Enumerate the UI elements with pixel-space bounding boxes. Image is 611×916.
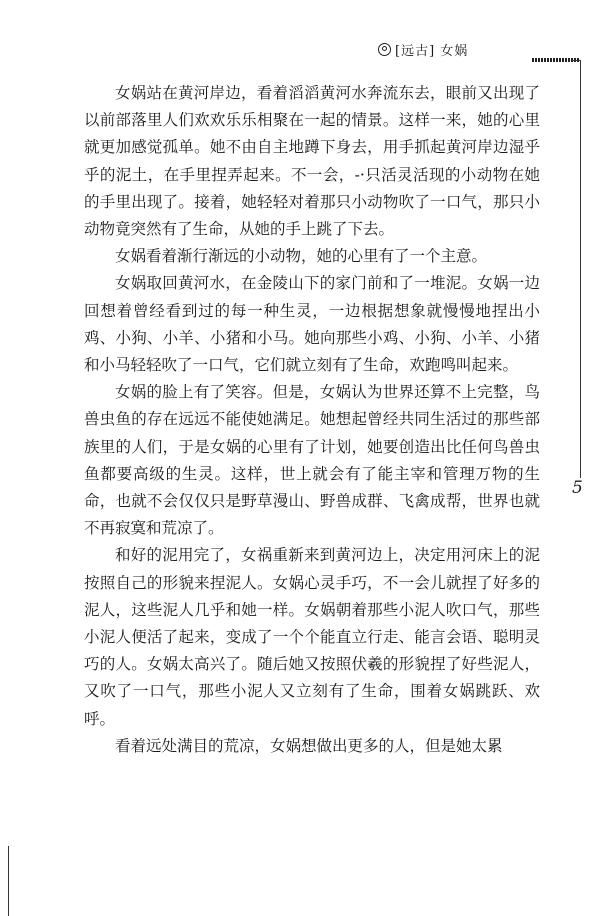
- left-page-edge: [8, 846, 9, 916]
- paragraph: 女娲的脸上有了笑容。但是，女娲认为世界还算不上完整，鸟兽虫鱼的存在远远不能使她满足。她想起曾经共同生活过的那些部族里的人们，于是女娲的心里有了计划，她要创造出比任何鸟兽虫鱼都要高级的生灵。这样，世上就会有了能主宰和管理万物的生命，也就不会仅仅只是野草漫山、野兽成群、飞禽成帮，世界也就不再寂寞和荒凉了。: [84, 383, 540, 538]
- body-text: [84, 80, 540, 760]
- paragraph: 看着远处满目的荒凉，女娲想做出更多的人，但是她太累: [115, 736, 503, 755]
- paragraph: 女娲站在黄河岸边，看着滔滔黄河水奔流东去，眼前又出现了以前部落里人们欢欢乐乐相聚在一起的情景。这样一来，她的心里就更加感觉孤单。她不由自主地蹲下身去，用手抓起黄河岸边湿乎乎的泥土，在手里捏弄起来。不一会，-·只活灵活现的小动物在她的手里出现了。接着，她轻轻对着那只小动物吹了一口气，那只小动物竟突然有了生命，从她的手上跳了下去。: [84, 84, 540, 239]
- side-rule: [580, 60, 581, 478]
- paragraph: 和好的泥用完了，女祸重新来到黄河边上，决定用河床上的泥按照自己的形貌来捏泥人。女娲心灵手巧，不一会儿就捏了好多的泥人，这些泥人几乎和她一样。女娲朝着那些小泥人吹口气，那些小泥人便活了起来，变成了一个个能直立行走、能言会语、聪明灵巧的人。女娲太高兴了。随后她又按照伏羲的形貌捏了好些泥人，又吹了一口气，那些小泥人又立刻有了生命，围着女娲跳跃、欢呼。: [84, 546, 540, 728]
- page-number: 5: [572, 478, 583, 498]
- paragraph: 女娲看着渐行渐远的小动物，她的心里有了一个主意。: [115, 247, 488, 266]
- concentric-circle-icon: [378, 43, 391, 56]
- header-title: [远古] 女娲: [395, 43, 469, 59]
- running-header: [378, 38, 468, 60]
- paragraph: 女娲取回黄河水，在金陵山下的家门前和了一堆泥。女娲一边回想着曾经看到过的每一种生灵，一边根据想象就慢慢地捏出小鸡、小狗、小羊、小猪和小马。她向那些小鸡、小狗、小羊、小猪和小马轻轻吹了一口气，它们就立刻有了生命，欢跑鸣叫起来。: [84, 274, 540, 375]
